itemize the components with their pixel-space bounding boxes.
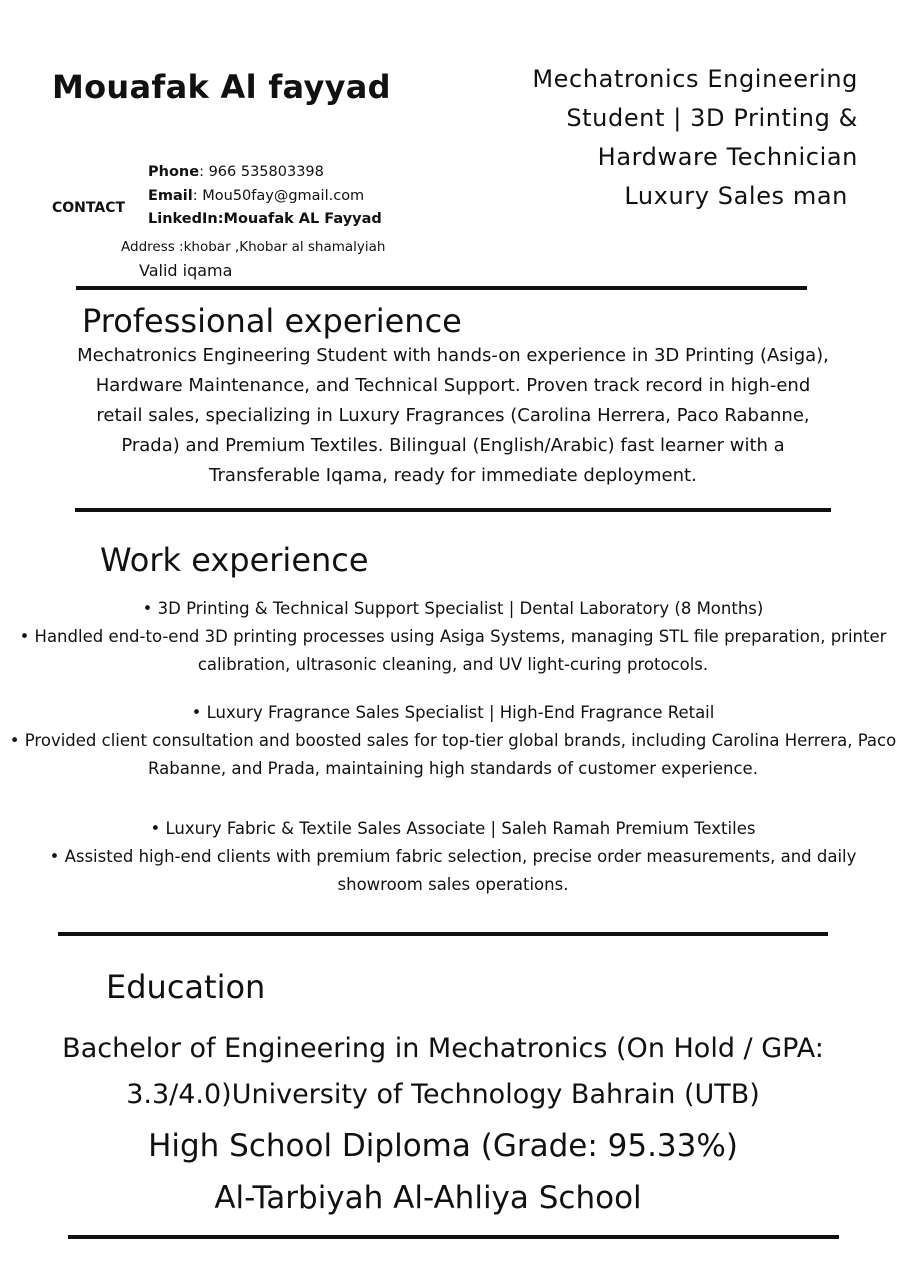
linkedin-line: LinkedIn:Mouafak AL Fayyad bbox=[148, 211, 382, 227]
headline-line: Student | 3D Printing & bbox=[566, 104, 858, 132]
contact-label: CONTACT bbox=[52, 200, 126, 216]
headline-line: Hardware Technician bbox=[597, 143, 858, 171]
email-line bbox=[148, 185, 382, 209]
professional-title: Professional experience bbox=[82, 302, 462, 340]
job-entry bbox=[0, 595, 906, 679]
job-description-line: • Handled end-to-end 3D printing processes using Asiga Systems, managing STL file preparation, printer bbox=[19, 627, 887, 646]
job-description-line: Rabanne, and Prada, maintaining high standards of customer experience. bbox=[148, 759, 758, 778]
job-role: • Luxury Fabric & Textile Sales Associate | Saleh Ramah Premium Textiles bbox=[150, 819, 756, 838]
address: Address :khobar ,Khobar al shamalyiah bbox=[121, 239, 386, 255]
summary-line: Mechatronics Engineering Student with hands-on experience in 3D Printing (Asiga), bbox=[77, 345, 829, 366]
job-role: • 3D Printing & Technical Support Specialist | Dental Laboratory (8 Months) bbox=[142, 599, 764, 618]
iqama-status: Valid iqama bbox=[139, 261, 233, 280]
job-description-line: • Provided client consultation and boosted sales for top-tier global brands, including Carolina Herrera, Paco bbox=[9, 731, 897, 750]
degree-line: Bachelor of Engineering in Mechatronics (On Hold / GPA: bbox=[62, 1033, 824, 1064]
email-value: : Mou50fay@gmail.com bbox=[192, 187, 365, 204]
job-entry bbox=[0, 699, 906, 783]
summary-line: Transferable Iqama, ready for immediate deployment. bbox=[209, 465, 697, 486]
phone-label: Phone bbox=[148, 164, 200, 180]
job-entry bbox=[0, 815, 906, 899]
headline-line: Mechatronics Engineering bbox=[532, 65, 858, 93]
summary-line: Hardware Maintenance, and Technical Support. Proven track record in high-end bbox=[95, 375, 811, 396]
job-description-line: calibration, ultrasonic cleaning, and UV light-curing protocols. bbox=[197, 655, 709, 674]
divider bbox=[76, 286, 807, 290]
phone-value: : 966 535803398 bbox=[199, 164, 324, 180]
job-description-line: • Assisted high-end clients with premium fabric selection, precise order measurements, and daily bbox=[49, 847, 857, 866]
school-name: Al-Tarbiyah Al-Ahliya School bbox=[214, 1180, 642, 1216]
email-label: Email bbox=[148, 187, 193, 204]
degree-line: 3.3/4.0)University of Technology Bahrain (UTB) bbox=[126, 1079, 760, 1110]
divider bbox=[68, 1235, 839, 1239]
education-title: Education bbox=[106, 968, 266, 1006]
candidate-name: Mouafak Al fayyad bbox=[52, 68, 391, 106]
headline bbox=[438, 60, 858, 216]
divider bbox=[75, 508, 831, 512]
work-title: Work experience bbox=[100, 541, 369, 579]
divider bbox=[58, 932, 828, 936]
headline-line: Luxury Sales man bbox=[624, 182, 848, 210]
phone-line bbox=[148, 161, 382, 185]
contact-details bbox=[148, 161, 382, 232]
job-role: • Luxury Fragrance Sales Specialist | High-End Fragrance Retail bbox=[191, 703, 715, 722]
summary-line: retail sales, specializing in Luxury Fragrances (Carolina Herrera, Paco Rabanne, bbox=[96, 405, 810, 426]
job-description-line: showroom sales operations. bbox=[337, 875, 569, 894]
professional-summary bbox=[40, 341, 866, 491]
high-school-line: High School Diploma (Grade: 95.33%) bbox=[148, 1128, 738, 1164]
summary-line: Prada) and Premium Textiles. Bilingual (English/Arabic) fast learner with a bbox=[121, 435, 785, 456]
